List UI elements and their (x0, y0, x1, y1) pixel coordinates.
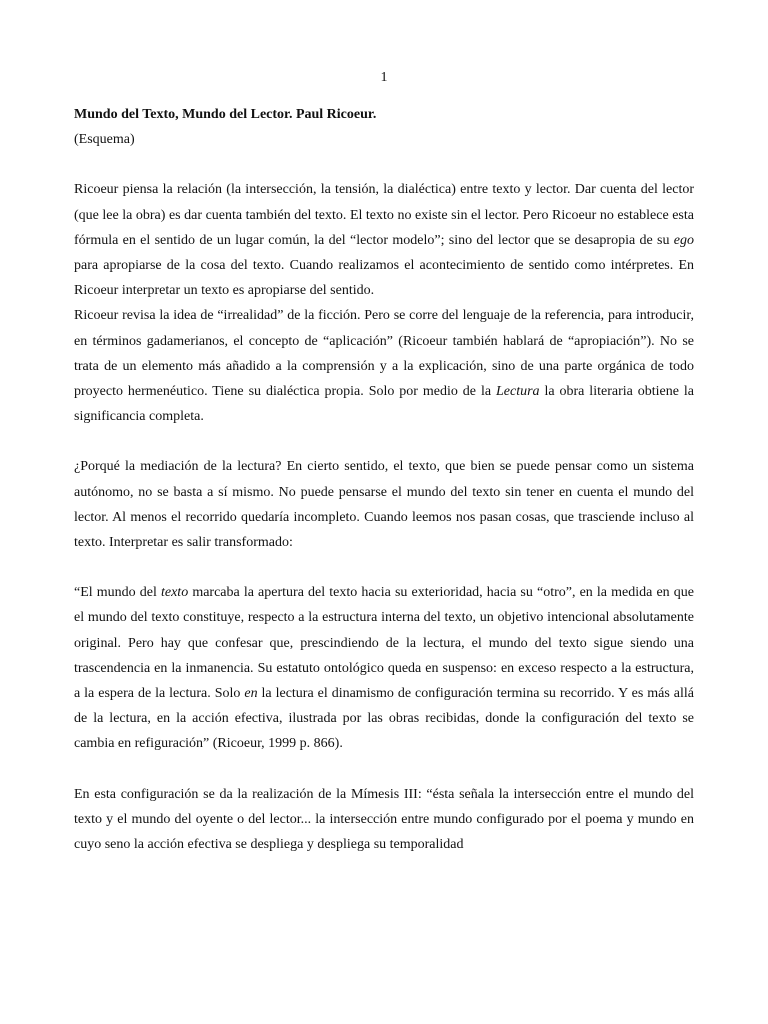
paragraph-spacer (74, 429, 694, 454)
page-number: 1 (380, 70, 388, 85)
paragraph-2-text-b: la obra literaria obtiene la significancia completa. (74, 384, 694, 425)
document-subtitle: (Esquema) (74, 132, 135, 148)
paragraph-spacer (74, 555, 694, 580)
paragraph-1-emphasis: ego (673, 232, 694, 248)
paragraph-1-text-b: para apropiarse de la cosa del texto. Cuando realizamos el acontecimiento de sentido como intérpretes. En Ricoeur interpretar un texto es apropiarse del sentido. (74, 258, 694, 299)
paragraph-2-text-a: Ricoeur revisa la idea de “irrealidad” de la ficción. Pero se corre del lenguaje de la referencia, para introducir, en términos gadamerianos, el concepto de “aplicación” (Ricoeur también hablará de “apropiación”). No se trata de un elemento más añadido a la comprensión y a la explicación, sino de una parte orgánica de todo proyecto hermenéutico. Tiene su dialéctica propia. Solo por medio de la (74, 308, 694, 400)
document-title: Mundo del Texto, Mundo del Lector. Paul Ricoeur. (74, 107, 377, 122)
paragraph-5: En esta configuración se da la realización de la Mímesis III: “ésta señala la intersección entre el mundo del texto y el mundo del oyente o del lector... la intersección entre mundo configurado por el poema y mundo en cuyo seno la acción efectiva se despliega y despliega su temporalidad (74, 786, 694, 853)
quote-paragraph (74, 580, 694, 756)
quote-text-c: la lectura el dinamismo de configuración termina su recorrido. Y es más allá de la lectura, en la acción efectiva, ilustrada por las obras recibidas, donde la configuración del texto se cambia en refiguración” (Ricoeur, 1999 p. 866). (74, 686, 694, 752)
paragraph-2-emphasis: Lectura (495, 384, 540, 400)
quote-emphasis-texto: texto (160, 585, 189, 601)
paragraph-2 (74, 303, 694, 429)
quote-text-b: marcaba la apertura del texto hacia su exterioridad, hacia su “otro”, en la medida en que el mundo del texto constituye, respecto a la estructura interna del texto, un objetivo intencional absolutamente original. Pero hay que confesar que, prescindiendo de la lectura, el mundo del texto sigue siendo una trascendencia en la inmanencia. Su estatuto ontológico queda en suspenso: en exceso respecto a la estructura, a la espera de la lectura. Solo (74, 585, 694, 702)
paragraph-3: ¿Porqué la mediación de la lectura? En cierto sentido, el texto, que bien se puede pensar como un sistema autónomo, no se basta a sí mismo. No puede pensarse el mundo del texto sin tener en cuenta el mundo del lector. Al menos el recorrido quedaría incompleto. Cuando leemos nos pasan cosas, que trasciende incluso al texto. Interpretar es salir transformado: (74, 459, 694, 551)
paragraph-1-text-a: Ricoeur piensa la relación (la intersección, la tensión, la dialéctica) entre texto y lector. Dar cuenta del lector (que lee la obra) es dar cuenta también del texto. El texto no existe sin el lector. Pero Ricoeur no establece esta fórmula en el sentido de un lugar común, la del “lector modelo”; sino del lector que se desapropia de su (74, 182, 694, 248)
paragraph-spacer (74, 757, 694, 782)
paragraph-1 (74, 177, 694, 303)
quote-emphasis-en: en (244, 686, 258, 702)
document-body (74, 102, 694, 857)
quote-text-a: “El mundo del (74, 585, 161, 601)
